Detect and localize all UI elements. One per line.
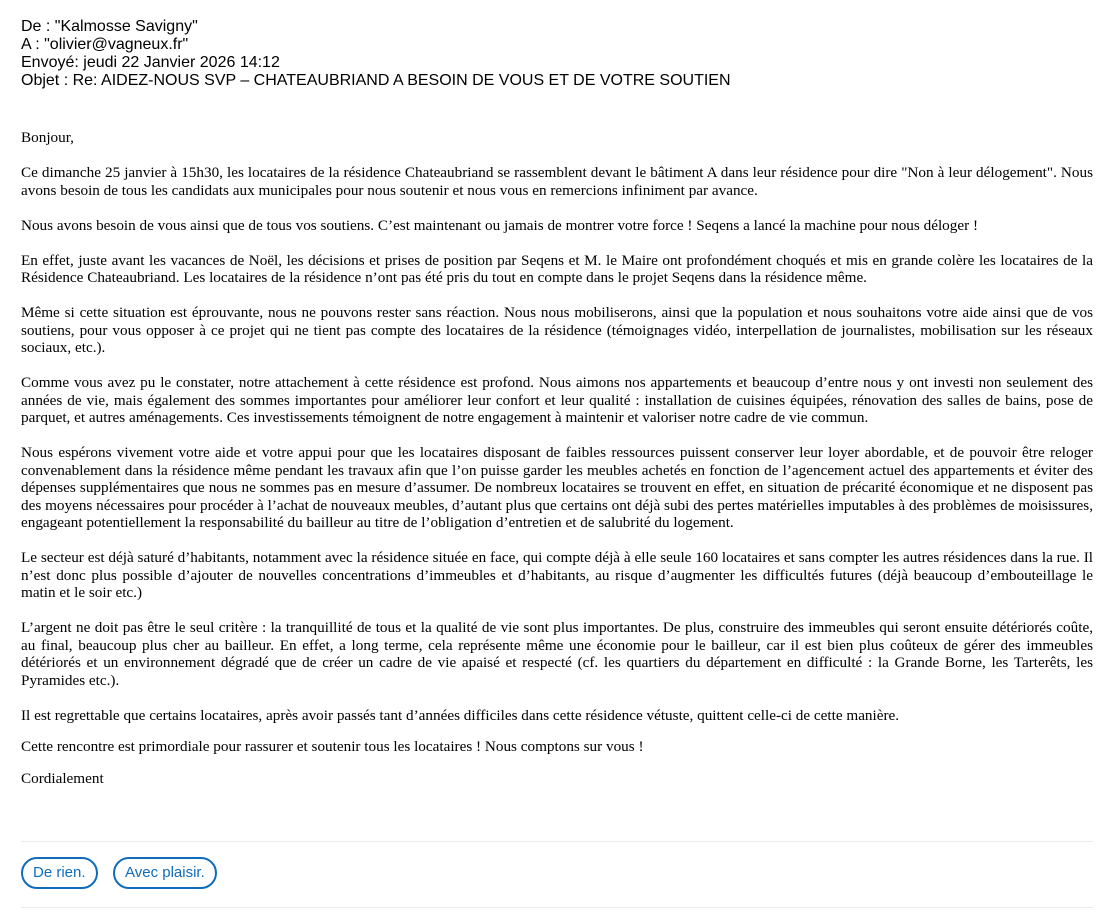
subject-line: Objet : Re: AIDEZ-NOUS SVP – CHATEAUBRIAND A BESOIN DE VOUS ET DE VOTRE SOUTIEN	[21, 72, 731, 89]
paragraph: Nous avons besoin de vous ainsi que de tous vos soutiens. C’est maintenant ou jamais de montrer votre force ! Seqens a lancé la machine pour nous déloger !	[21, 216, 978, 234]
divider	[21, 907, 1093, 908]
paragraph: L’argent ne doit pas être le seul critère : la tranquillité de tous et la qualité de vie sont plus importantes. De plus, construire des immeubles qui seront ensuite détériorés coûte, au final, beaucoup plus cher au bailleur. En effet, a long terme, cela représente même une économie pour le bailleur, car il est bien plus coûteux de gérer des immeubles détériorés et un environnement dégradé que de créer un cadre de vie apaisé et respecté (cf. les quartiers du département en difficulté : la Grande Borne, les Tarterêts, les Pyramides etc.).	[21, 619, 1093, 689]
paragraph: Même si cette situation est éprouvante, nous ne pouvons rester sans réaction. Nous nous mobiliserons, ainsi que la population et nous souhaitons votre aide ainsi que de vos soutiens, pour vous opposer à ce projet qui ne tient pas compte des locataires de la résidence (témoignages vidéo, interpellation de journalistes, mobilisation sur les réseaux sociaux, etc.).	[21, 304, 1093, 356]
from-line: De : "Kalmosse Savigny"	[21, 18, 198, 35]
paragraph: Ce dimanche 25 janvier à 15h30, les locataires de la résidence Chateaubriand se rassemblent devant le bâtiment A dans leur résidence pour dire "Non à leur délogement". Nous avons besoin de tous les candidats aux municipales pour nous soutenir et nous vous en remercions infiniment par avance.	[21, 164, 1093, 199]
sent-line: Envoyé: jeudi 22 Janvier 2026 14:12	[21, 54, 280, 71]
email-body	[21, 129, 1093, 787]
paragraph: Le secteur est déjà saturé d’habitants, notamment avec la résidence située en face, qui compte déjà à elle seule 160 locataires et sans compter les autres résidences dans la rue. Il n’est donc plus possible d’ajouter de nouvelles concentrations d’immeubles et d’habitants, au risque d’augmenter les difficultés futures (déjà beaucoup d’embouteillage le matin et le soir etc.)	[21, 549, 1093, 601]
paragraph: Cette rencontre est primordiale pour rassurer et soutenir tous les locataires ! Nous comptons sur vous !	[21, 738, 644, 755]
paragraph: Il est regrettable que certains locataires, après avoir passés tant d’années difficiles dans cette résidence vétuste, quittent celle-ci de cette manière.	[21, 706, 900, 724]
email-header	[21, 18, 731, 90]
paragraph: Nous espérons vivement votre aide et votre appui pour que les locataires disposant de faibles ressources puissent conserver leur loyer abordable, et de pouvoir être reloger convenablement dans la résidence même pendant les travaux afin que l’on puisse garder les meubles achetés en fonction de l’agencement actuel des appartements et éviter des dépenses supplémentaires que nous ne sommes pas en mesure d’assumer. De nombreux locataires se trouvent en effet, en situation de précarité économique et ne disposent pas des moyens nécessaires pour procéder à l’achat de nouveaux meubles, d’autant plus que certains ont déjà subi des pertes matérielles imputables à des problèmes de moisissures, engageant potentiellement la responsabilité du bailleur au titre de l’obligation d’entretien et de salubrité du logement.	[21, 444, 1093, 531]
paragraph: Comme vous avez pu le constater, notre attachement à cette résidence est profond. Nous aimons nos appartements et beaucoup d’entre nous y ont investi non seulement des années de vie, mais également des sommes importantes pour améliorer leur confort et leur qualité : installation de cuisines équipées, rénovation des salles de bains, pose de parquet, et autres aménagements. Ces investissements témoignent de notre engagement à maintenir et valoriser notre cadre de vie commun.	[21, 374, 1093, 426]
greeting: Bonjour,	[21, 129, 74, 146]
paragraph: En effet, juste avant les vacances de Noël, les décisions et prises de position par Seqens et M. le Maire ont profondément choqués et mis en grande colère les locataires de la Résidence Chateaubriand. Les locataires de la résidence n’ont pas été pris du tout en compte dans le projet Seqens dans la résidence même.	[21, 251, 1093, 286]
quick-reply-button[interactable]: Avec plaisir.	[113, 857, 217, 889]
to-line: A : "olivier@vagneux.fr"	[21, 36, 189, 53]
quick-reply-button[interactable]: De rien.	[21, 857, 98, 889]
sign-off: Cordialement	[21, 769, 104, 787]
divider	[21, 841, 1093, 842]
